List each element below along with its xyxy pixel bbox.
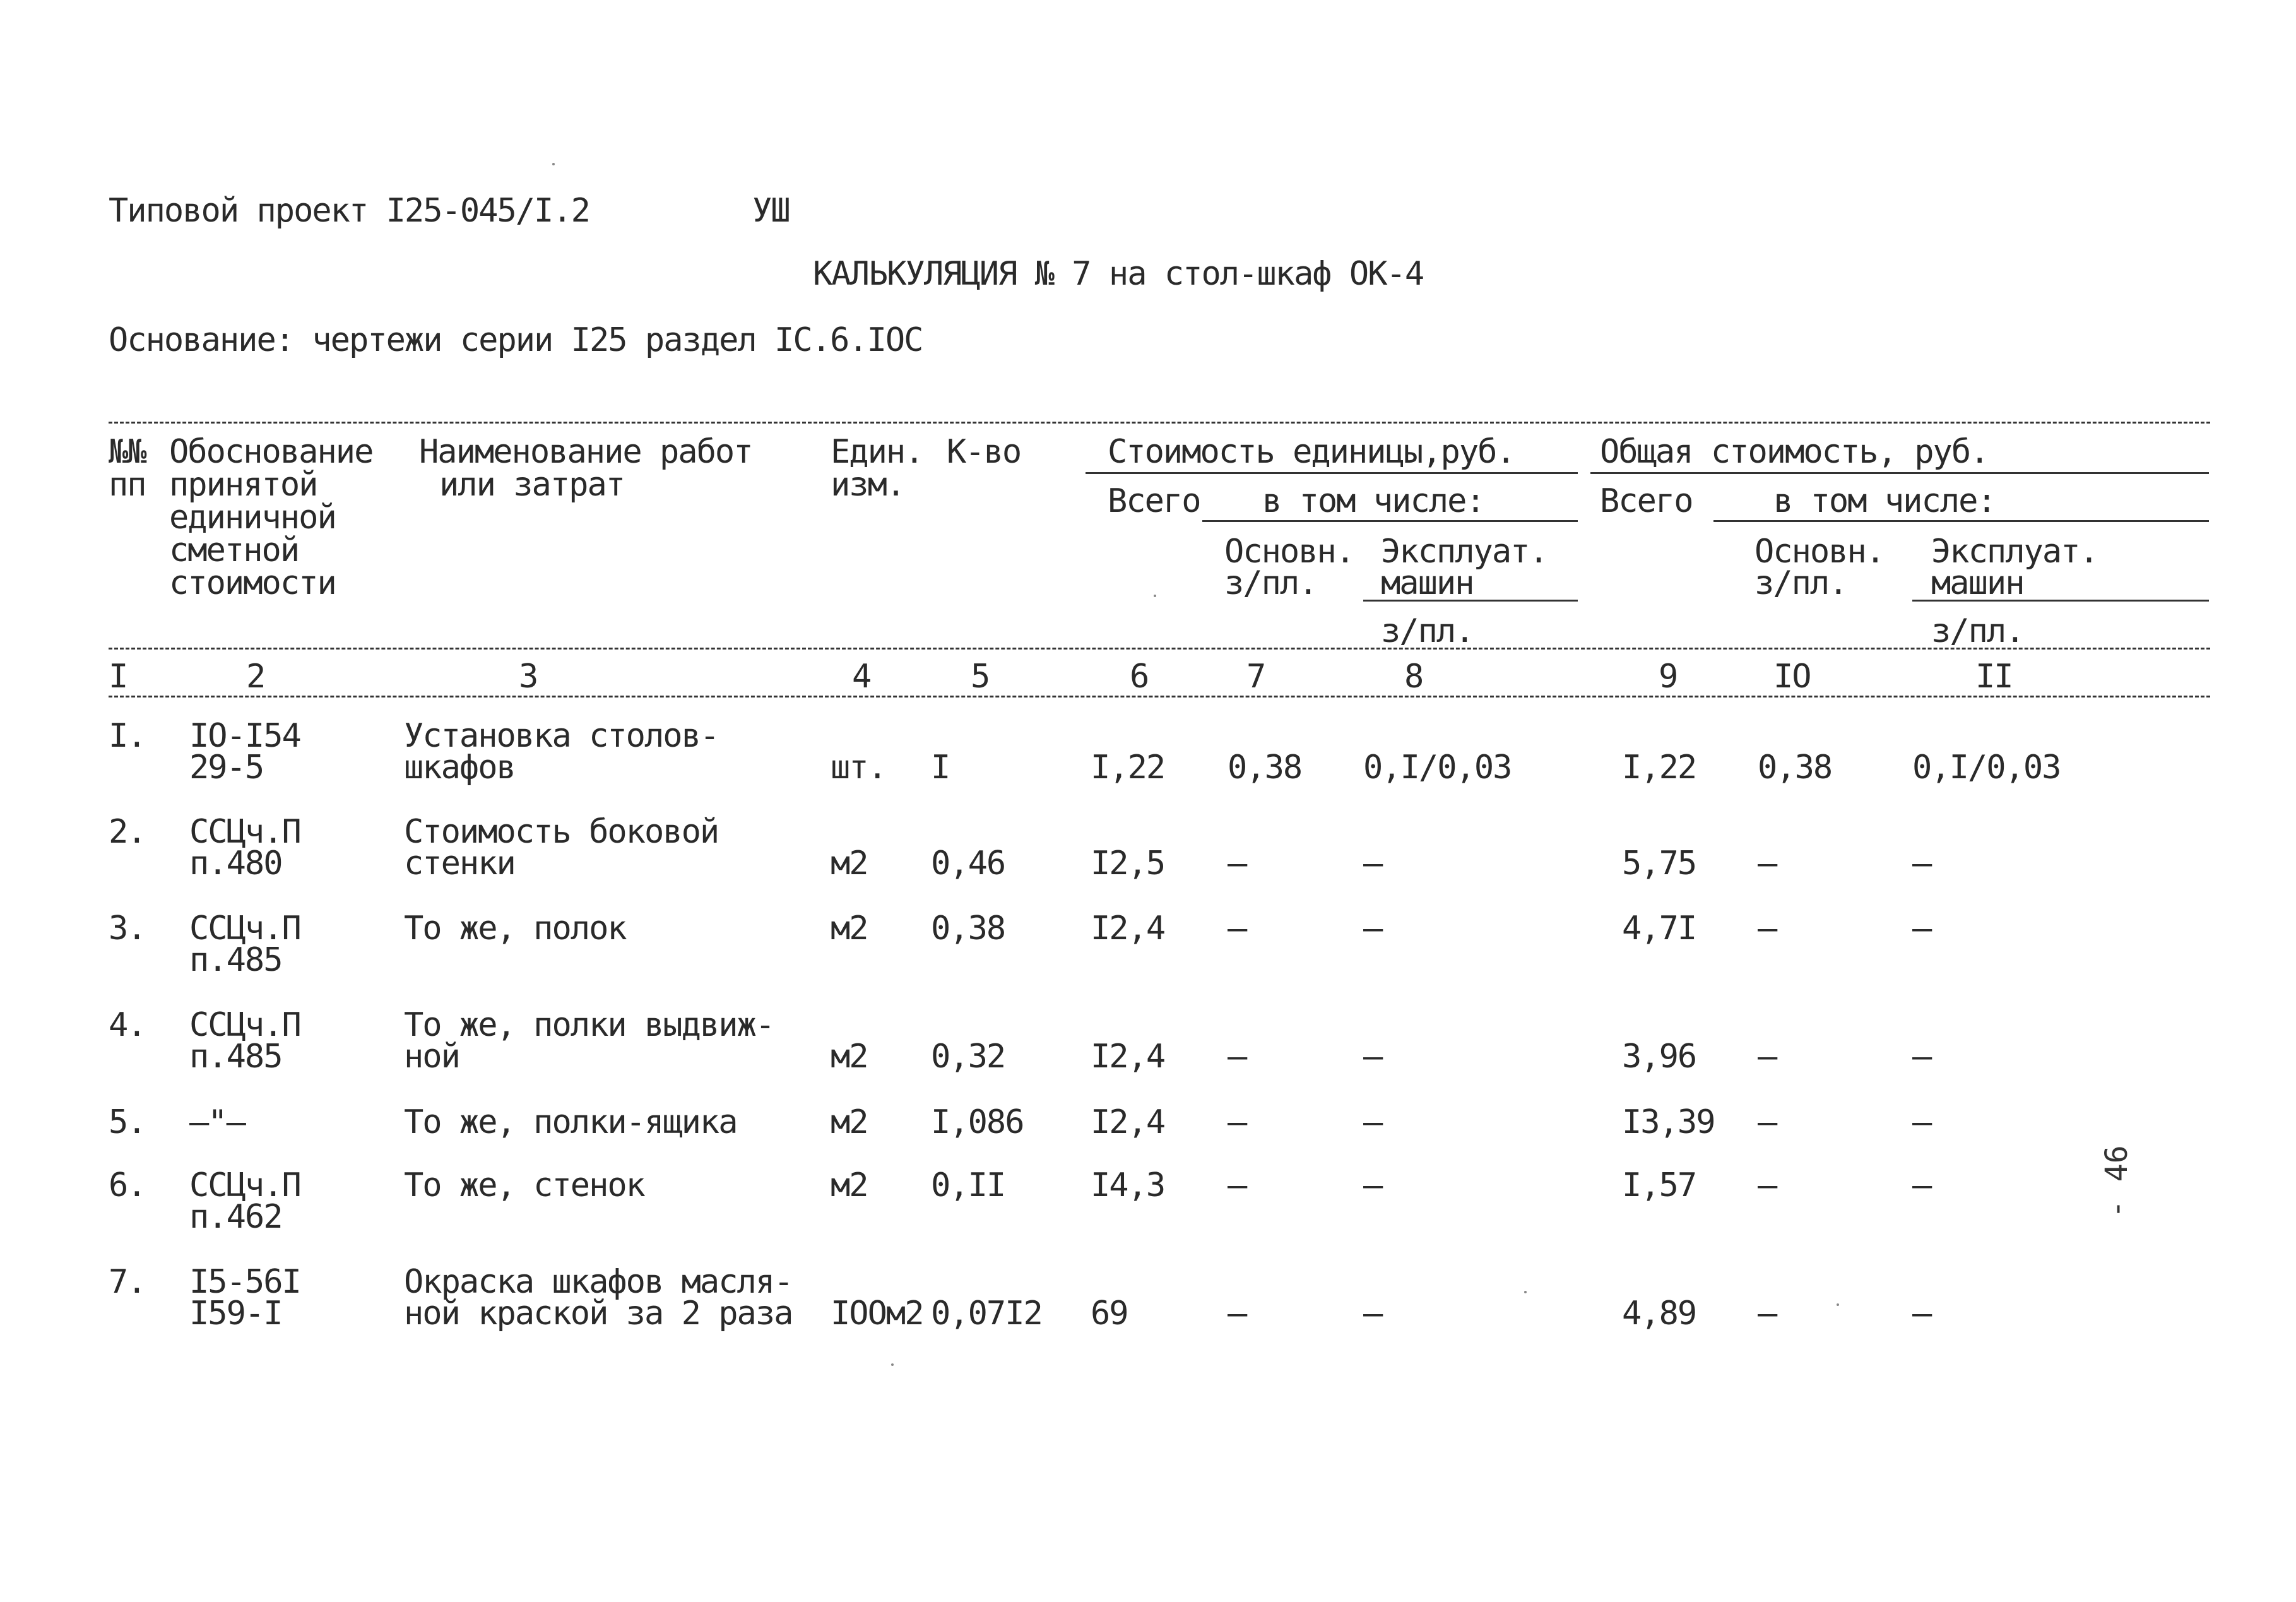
row-unit: м2 <box>831 910 868 947</box>
row-qty: 0,38 <box>931 910 1005 947</box>
row-basis-line1: I5-56I <box>189 1263 300 1301</box>
row-total-machines: – <box>1912 1038 1931 1076</box>
row-unit-wages: – <box>1228 1103 1246 1141</box>
colnum-6: 6 <box>1130 658 1149 696</box>
colnum-8: 8 <box>1404 658 1423 696</box>
column-numbers-rule <box>109 696 2210 697</box>
row-total-wages: – <box>1758 1166 1777 1204</box>
row-unit-wages: 0,38 <box>1228 749 1302 786</box>
row-name-line1: Стоимость боковой <box>404 813 719 851</box>
row-name-line2: стенки <box>404 845 515 882</box>
row-number: 2. <box>109 813 146 851</box>
scan-speck <box>1154 595 1156 597</box>
row-total-wages: – <box>1758 1038 1777 1076</box>
row-basis-line1: ССЦч.П <box>189 813 300 851</box>
row-total-wages: – <box>1758 845 1777 882</box>
header-total-machines-line3: з/пл. <box>1931 612 2024 650</box>
row-total-machines: – <box>1912 910 1931 947</box>
row-name-line1: То же, полок <box>404 910 626 947</box>
row-unit-total: 69 <box>1091 1295 1128 1332</box>
header-basis-line4: сметной <box>169 531 299 569</box>
row-total-machines: – <box>1912 1295 1931 1332</box>
row-total: 4,89 <box>1622 1295 1696 1332</box>
colnum-1: I <box>109 658 127 696</box>
colnum-9: 9 <box>1659 658 1678 696</box>
row-unit-machines: – <box>1363 1103 1382 1141</box>
row-unit: м2 <box>831 1166 868 1204</box>
row-unit-total: I2,5 <box>1091 845 1165 882</box>
row-unit-wages: – <box>1228 1295 1246 1332</box>
unit-cost-underline <box>1086 472 1578 474</box>
row-qty: 0,07I2 <box>931 1295 1042 1332</box>
row-total-machines: – <box>1912 1166 1931 1204</box>
row-basis-line2: 29-5 <box>189 749 264 786</box>
row-total-wages: – <box>1758 1295 1777 1332</box>
row-number: 4. <box>109 1006 146 1044</box>
row-unit-total: I2,4 <box>1091 1038 1165 1076</box>
row-name-line2: шкафов <box>404 749 515 786</box>
colnum-2: 2 <box>246 658 265 696</box>
colnum-5: 5 <box>971 658 990 696</box>
document-title: КАЛЬКУЛЯЦИЯ № 7 на стол-шкаф ОК-4 <box>813 255 1424 293</box>
row-total: I,22 <box>1622 749 1696 786</box>
total-including-underline <box>1713 520 2209 522</box>
row-name-line1: То же, полки выдвиж- <box>404 1006 774 1044</box>
row-unit-total: I2,4 <box>1091 910 1165 947</box>
row-unit-machines: – <box>1363 845 1382 882</box>
colnum-4: 4 <box>852 658 871 696</box>
row-name-line1: То же, полки-ящика <box>404 1103 737 1141</box>
row-basis-line1: ССЦч.П <box>189 1166 300 1204</box>
row-unit-total: I,22 <box>1091 749 1165 786</box>
row-unit: м2 <box>831 845 868 882</box>
header-unit-wages-line1: Основн. <box>1224 533 1354 571</box>
header-total-wages-line1: Основн. <box>1755 533 1885 571</box>
row-total: I,57 <box>1622 1166 1696 1204</box>
header-bottom-rule <box>109 648 2210 650</box>
row-total-machines: – <box>1912 845 1931 882</box>
row-total-wages: – <box>1758 910 1777 947</box>
header-num-line1: №№ <box>109 433 146 471</box>
row-qty: 0,32 <box>931 1038 1005 1076</box>
row-total-machines: – <box>1912 1103 1931 1141</box>
row-qty: 0,II <box>931 1166 1005 1204</box>
colnum-10: IO <box>1773 658 1811 696</box>
row-name-line2: ной краской за 2 раза <box>404 1295 793 1332</box>
row-basis-line1: IO-I54 <box>189 717 300 755</box>
header-unit-machines-line3: з/пл. <box>1381 612 1474 650</box>
row-number: 3. <box>109 910 146 947</box>
row-qty: I,086 <box>931 1103 1024 1141</box>
row-basis-line2: п.480 <box>189 845 282 882</box>
basis-line: Основание: чертежи серии I25 раздел IC.6.IOC <box>109 321 923 359</box>
header-total-cost-total: Всего <box>1600 482 1693 520</box>
unit-including-underline <box>1202 520 1578 522</box>
row-qty: 0,46 <box>931 845 1005 882</box>
total-cost-underline <box>1590 472 2209 474</box>
header-unit-machines-line2: машин <box>1381 564 1474 602</box>
row-unit-wages: – <box>1228 845 1246 882</box>
total-machines-underline <box>1912 600 2209 602</box>
header-basis-line5: стоимости <box>169 564 336 602</box>
row-total: 5,75 <box>1622 845 1696 882</box>
row-total: 3,96 <box>1622 1038 1696 1076</box>
header-unit-line1: Един. <box>831 433 923 471</box>
header-total-machines-line1: Эксплуат. <box>1931 533 2098 571</box>
row-unit: шт. <box>831 749 886 786</box>
row-unit-total: I4,3 <box>1091 1166 1165 1204</box>
header-unit-cost-including: в том числе: <box>1262 482 1484 520</box>
row-unit-wages: – <box>1228 910 1246 947</box>
table-top-rule <box>109 422 2210 424</box>
row-unit-wages: – <box>1228 1038 1246 1076</box>
scan-speck <box>1837 1303 1839 1306</box>
row-unit: IOOм2 <box>831 1295 923 1332</box>
scan-speck <box>1524 1291 1527 1293</box>
header-unit-machines-line1: Эксплуат. <box>1381 533 1547 571</box>
row-unit-machines: – <box>1363 1038 1382 1076</box>
row-basis-line1: ССЦч.П <box>189 910 300 947</box>
header-unit-line2: изм. <box>831 466 905 504</box>
row-basis-line2: п.485 <box>189 1038 282 1076</box>
row-basis-line1: –"– <box>189 1103 245 1141</box>
header-total-wages-line2: з/пл. <box>1755 564 1847 602</box>
scan-speck <box>891 1363 894 1366</box>
unit-machines-underline <box>1363 600 1578 602</box>
header-basis-line3: единичной <box>169 499 336 537</box>
row-unit-machines: – <box>1363 910 1382 947</box>
row-name-line2: ной <box>404 1038 459 1076</box>
header-total-machines-line2: машин <box>1931 564 2024 602</box>
row-unit-machines: – <box>1363 1166 1382 1204</box>
header-unit-wages-line2: з/пл. <box>1224 564 1317 602</box>
row-total: 4,7I <box>1622 910 1696 947</box>
row-basis-line2: п.485 <box>189 941 282 979</box>
row-total: I3,39 <box>1622 1103 1715 1141</box>
header-basis-line1: Обоснование <box>169 433 373 471</box>
row-unit-wages: – <box>1228 1166 1246 1204</box>
scan-speck <box>552 163 555 165</box>
row-total-wages: – <box>1758 1103 1777 1141</box>
header-basis-line2: принятой <box>169 466 317 504</box>
colnum-11: II <box>1975 658 2013 696</box>
row-basis-line1: ССЦч.П <box>189 1006 300 1044</box>
row-basis-line2: п.462 <box>189 1198 282 1236</box>
project-label: Типовой проект I25-045/I.2 <box>109 192 589 230</box>
margin-page-number: - 46 <box>2099 1145 2134 1218</box>
row-number: 6. <box>109 1166 146 1204</box>
row-number: 5. <box>109 1103 146 1141</box>
header-num-line2: пп <box>109 466 146 504</box>
section-label: УШ <box>752 192 790 230</box>
row-unit-machines: – <box>1363 1295 1382 1332</box>
header-unit-cost-total: Всего <box>1108 482 1200 520</box>
row-unit: м2 <box>831 1103 868 1141</box>
colnum-7: 7 <box>1246 658 1265 696</box>
header-name-line1: Наименование работ <box>419 433 752 471</box>
row-number: 7. <box>109 1263 146 1301</box>
row-basis-line2: I59-I <box>189 1295 282 1332</box>
row-unit-machines: 0,I/0,03 <box>1363 749 1512 786</box>
row-unit: м2 <box>831 1038 868 1076</box>
header-unit-cost: Стоимость единицы,руб. <box>1108 433 1515 471</box>
row-unit-total: I2,4 <box>1091 1103 1165 1141</box>
row-name-line1: То же, стенок <box>404 1166 644 1204</box>
row-name-line1: Установка столов- <box>404 717 719 755</box>
row-total-wages: 0,38 <box>1758 749 1832 786</box>
header-qty: К-во <box>947 433 1021 471</box>
header-name-line2: или затрат <box>439 466 625 504</box>
header-total-cost: Общая стоимость, руб. <box>1600 433 1989 471</box>
colnum-3: 3 <box>519 658 538 696</box>
header-total-cost-including: в том числе: <box>1773 482 1996 520</box>
row-name-line1: Окраска шкафов масля- <box>404 1263 793 1301</box>
row-total-machines: 0,I/0,03 <box>1912 749 2061 786</box>
row-qty: I <box>931 749 950 786</box>
row-number: I. <box>109 717 146 755</box>
